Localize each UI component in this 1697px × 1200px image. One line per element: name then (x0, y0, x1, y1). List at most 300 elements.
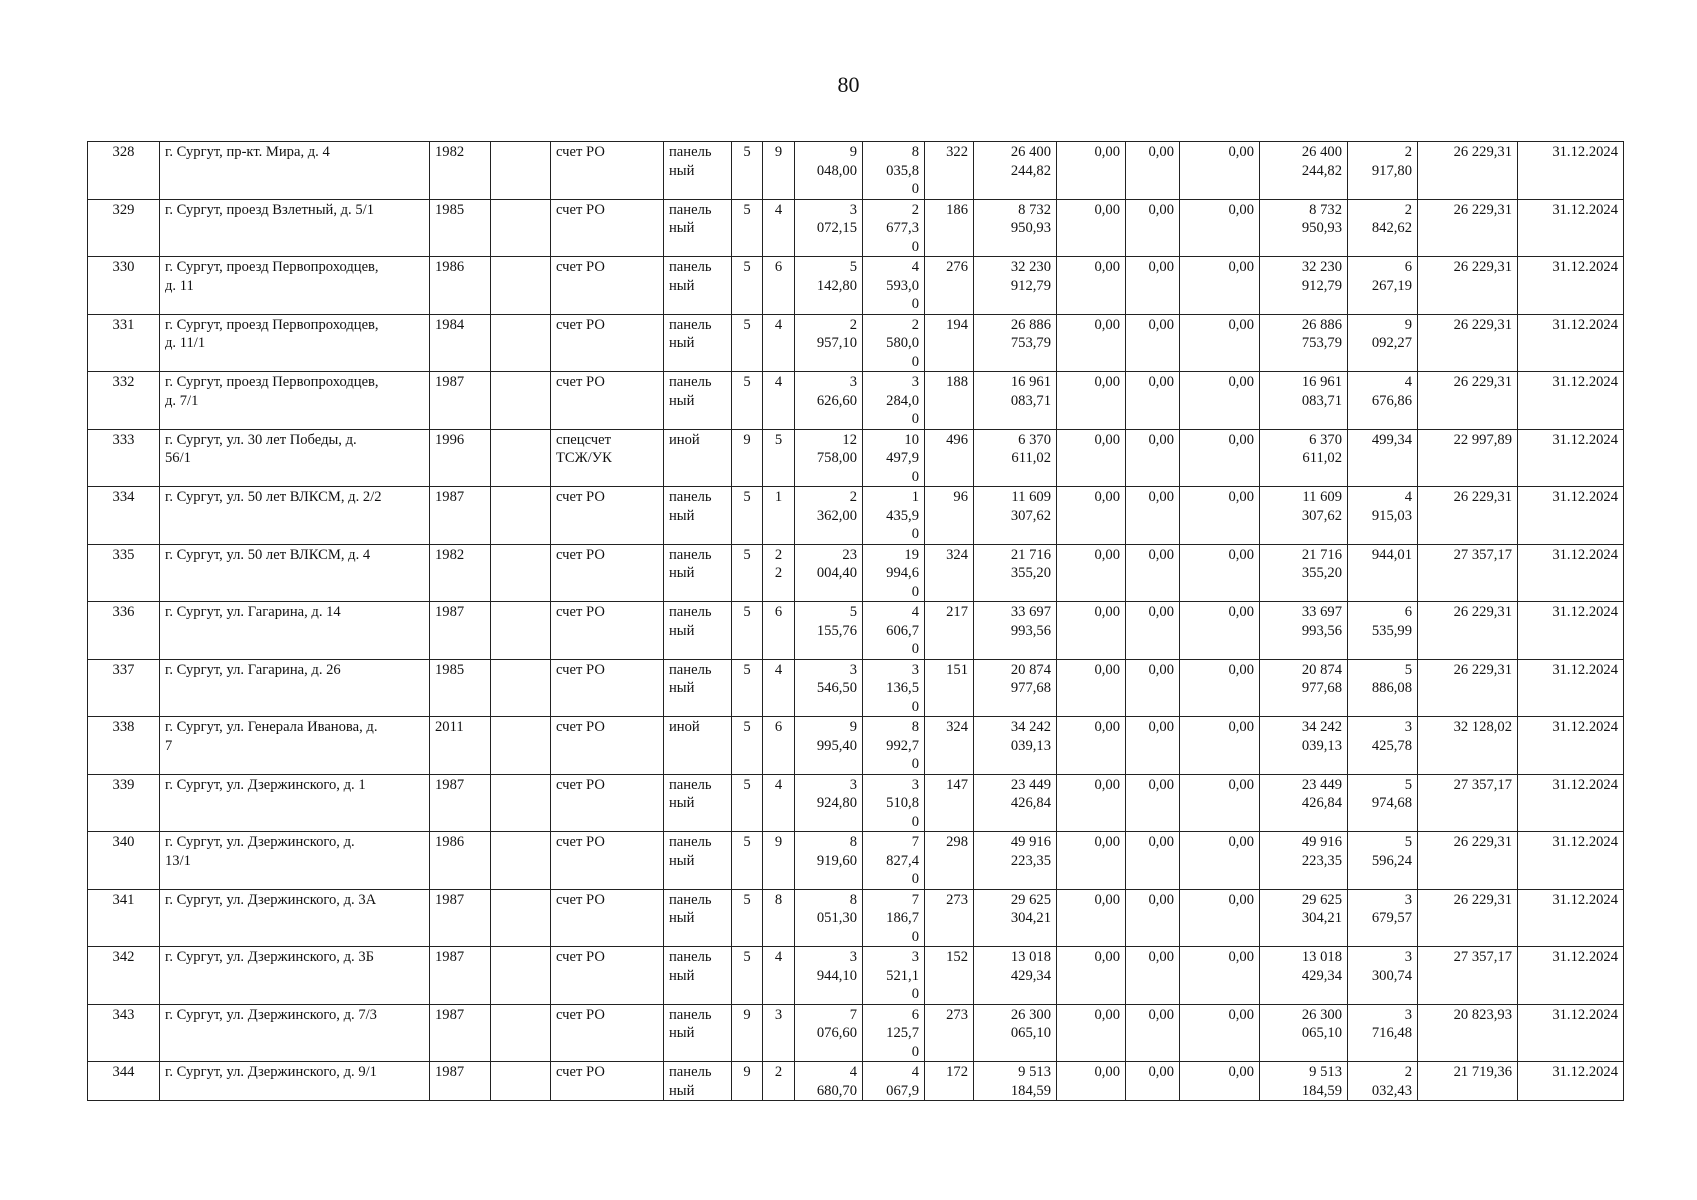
address-cell: г. Сургут, ул. 30 лет Победы, д. 56/1 (160, 429, 430, 487)
table-row (88, 199, 1624, 257)
table-row (88, 429, 1624, 487)
empty-cell (491, 889, 551, 947)
owners-funds-cell: 34 242 039,13 (1260, 717, 1348, 775)
total-area-cell: 3 626,60 (795, 372, 863, 430)
empty-cell (491, 314, 551, 372)
entrances-cell: 4 (763, 372, 795, 430)
fund-account-cell: счет РО (551, 257, 664, 315)
total-cost-cell: 20 874 977,68 (974, 659, 1057, 717)
floors-cell: 9 (732, 429, 763, 487)
fund-account-cell: счет РО (551, 372, 664, 430)
regional-funds-cell: 0,00 (1126, 142, 1180, 200)
unit-cost-cell: 3 716,48 (1348, 1004, 1418, 1062)
local-funds-cell: 0,00 (1180, 544, 1260, 602)
total-cost-cell: 21 716 355,20 (974, 544, 1057, 602)
table-row (88, 602, 1624, 660)
residents-cell: 186 (925, 199, 974, 257)
commissioning-year-cell: 1987 (430, 1004, 491, 1062)
federal-funds-cell: 0,00 (1057, 832, 1126, 890)
local-funds-cell: 0,00 (1180, 602, 1260, 660)
row-number-cell: 330 (88, 257, 160, 315)
table-body (88, 142, 1624, 1101)
federal-funds-cell: 0,00 (1057, 889, 1126, 947)
deadline-cell: 31.12.2024 (1518, 889, 1624, 947)
total-area-cell: 9 995,40 (795, 717, 863, 775)
wall-material-cell: панель ный (664, 372, 732, 430)
entrances-cell: 4 (763, 314, 795, 372)
row-number-cell: 328 (88, 142, 160, 200)
wall-material-cell: иной (664, 429, 732, 487)
table-row (88, 774, 1624, 832)
empty-cell (491, 544, 551, 602)
max-unit-cost-cell: 26 229,31 (1418, 889, 1518, 947)
entrances-cell: 9 (763, 832, 795, 890)
unit-cost-cell: 9 092,27 (1348, 314, 1418, 372)
premises-area-cell: 7 186,7 0 (863, 889, 925, 947)
premises-area-cell: 7 827,4 0 (863, 832, 925, 890)
deadline-cell: 31.12.2024 (1518, 372, 1624, 430)
row-number-cell: 341 (88, 889, 160, 947)
max-unit-cost-cell: 26 229,31 (1418, 372, 1518, 430)
total-area-cell: 3 546,50 (795, 659, 863, 717)
local-funds-cell: 0,00 (1180, 257, 1260, 315)
deadline-cell: 31.12.2024 (1518, 947, 1624, 1005)
total-cost-cell: 33 697 993,56 (974, 602, 1057, 660)
empty-cell (491, 1004, 551, 1062)
federal-funds-cell: 0,00 (1057, 1062, 1126, 1101)
residents-cell: 273 (925, 889, 974, 947)
residents-cell: 152 (925, 947, 974, 1005)
table-row (88, 1062, 1624, 1101)
floors-cell: 5 (732, 142, 763, 200)
entrances-cell: 4 (763, 659, 795, 717)
fund-account-cell: счет РО (551, 1062, 664, 1101)
local-funds-cell: 0,00 (1180, 487, 1260, 545)
owners-funds-cell: 26 886 753,79 (1260, 314, 1348, 372)
floors-cell: 5 (732, 717, 763, 775)
premises-area-cell: 6 125,7 0 (863, 1004, 925, 1062)
floors-cell: 5 (732, 257, 763, 315)
owners-funds-cell: 20 874 977,68 (1260, 659, 1348, 717)
address-cell: г. Сургут, ул. Дзержинского, д. 9/1 (160, 1062, 430, 1101)
fund-account-cell: счет РО (551, 1004, 664, 1062)
residents-cell: 298 (925, 832, 974, 890)
fund-account-cell: счет РО (551, 602, 664, 660)
premises-area-cell: 8 035,8 0 (863, 142, 925, 200)
max-unit-cost-cell: 27 357,17 (1418, 947, 1518, 1005)
deadline-cell: 31.12.2024 (1518, 1004, 1624, 1062)
unit-cost-cell: 2 917,80 (1348, 142, 1418, 200)
local-funds-cell: 0,00 (1180, 1004, 1260, 1062)
row-number-cell: 337 (88, 659, 160, 717)
unit-cost-cell: 2 842,62 (1348, 199, 1418, 257)
residents-cell: 273 (925, 1004, 974, 1062)
fund-account-cell: счет РО (551, 314, 664, 372)
regional-funds-cell: 0,00 (1126, 717, 1180, 775)
owners-funds-cell: 6 370 611,02 (1260, 429, 1348, 487)
wall-material-cell: панель ный (664, 487, 732, 545)
wall-material-cell: панель ный (664, 314, 732, 372)
row-number-cell: 343 (88, 1004, 160, 1062)
fund-account-cell: счет РО (551, 659, 664, 717)
table-row (88, 832, 1624, 890)
table-row (88, 142, 1624, 200)
federal-funds-cell: 0,00 (1057, 947, 1126, 1005)
empty-cell (491, 774, 551, 832)
floors-cell: 5 (732, 774, 763, 832)
total-cost-cell: 8 732 950,93 (974, 199, 1057, 257)
table-row (88, 1004, 1624, 1062)
empty-cell (491, 487, 551, 545)
total-area-cell: 5 155,76 (795, 602, 863, 660)
total-area-cell: 3 944,10 (795, 947, 863, 1005)
residents-cell: 324 (925, 717, 974, 775)
fund-account-cell: счет РО (551, 487, 664, 545)
local-funds-cell: 0,00 (1180, 142, 1260, 200)
table-row (88, 717, 1624, 775)
table-row (88, 314, 1624, 372)
deadline-cell: 31.12.2024 (1518, 544, 1624, 602)
premises-area-cell: 2 677,3 0 (863, 199, 925, 257)
houses-table (87, 141, 1624, 1101)
max-unit-cost-cell: 22 997,89 (1418, 429, 1518, 487)
commissioning-year-cell: 1987 (430, 602, 491, 660)
regional-funds-cell: 0,00 (1126, 429, 1180, 487)
entrances-cell: 5 (763, 429, 795, 487)
owners-funds-cell: 9 513 184,59 (1260, 1062, 1348, 1101)
federal-funds-cell: 0,00 (1057, 602, 1126, 660)
row-number-cell: 342 (88, 947, 160, 1005)
max-unit-cost-cell: 32 128,02 (1418, 717, 1518, 775)
entrances-cell: 9 (763, 142, 795, 200)
deadline-cell: 31.12.2024 (1518, 142, 1624, 200)
owners-funds-cell: 13 018 429,34 (1260, 947, 1348, 1005)
entrances-cell: 4 (763, 199, 795, 257)
wall-material-cell: панель ный (664, 199, 732, 257)
entrances-cell: 6 (763, 602, 795, 660)
premises-area-cell: 19 994,6 0 (863, 544, 925, 602)
deadline-cell: 31.12.2024 (1518, 199, 1624, 257)
max-unit-cost-cell: 20 823,93 (1418, 1004, 1518, 1062)
unit-cost-cell: 2 032,43 (1348, 1062, 1418, 1101)
owners-funds-cell: 26 400 244,82 (1260, 142, 1348, 200)
table-row (88, 659, 1624, 717)
commissioning-year-cell: 1987 (430, 372, 491, 430)
total-area-cell: 23 004,40 (795, 544, 863, 602)
federal-funds-cell: 0,00 (1057, 774, 1126, 832)
address-cell: г. Сургут, ул. Гагарина, д. 26 (160, 659, 430, 717)
entrances-cell: 2 2 (763, 544, 795, 602)
federal-funds-cell: 0,00 (1057, 717, 1126, 775)
table-row (88, 257, 1624, 315)
commissioning-year-cell: 1987 (430, 1062, 491, 1101)
entrances-cell: 6 (763, 717, 795, 775)
premises-area-cell: 3 510,8 0 (863, 774, 925, 832)
max-unit-cost-cell: 26 229,31 (1418, 487, 1518, 545)
total-area-cell: 5 142,80 (795, 257, 863, 315)
residents-cell: 96 (925, 487, 974, 545)
entrances-cell: 1 (763, 487, 795, 545)
owners-funds-cell: 29 625 304,21 (1260, 889, 1348, 947)
empty-cell (491, 717, 551, 775)
max-unit-cost-cell: 26 229,31 (1418, 257, 1518, 315)
fund-account-cell: счет РО (551, 774, 664, 832)
empty-cell (491, 947, 551, 1005)
wall-material-cell: панель ный (664, 544, 732, 602)
unit-cost-cell: 3 679,57 (1348, 889, 1418, 947)
deadline-cell: 31.12.2024 (1518, 429, 1624, 487)
empty-cell (491, 199, 551, 257)
commissioning-year-cell: 1982 (430, 142, 491, 200)
premises-area-cell: 3 136,5 0 (863, 659, 925, 717)
owners-funds-cell: 33 697 993,56 (1260, 602, 1348, 660)
local-funds-cell: 0,00 (1180, 774, 1260, 832)
commissioning-year-cell: 1982 (430, 544, 491, 602)
address-cell: г. Сургут, пр-кт. Мира, д. 4 (160, 142, 430, 200)
address-cell: г. Сургут, ул. Дзержинского, д. 1 (160, 774, 430, 832)
total-area-cell: 2 957,10 (795, 314, 863, 372)
wall-material-cell: панель ный (664, 774, 732, 832)
premises-area-cell: 3 284,0 0 (863, 372, 925, 430)
regional-funds-cell: 0,00 (1126, 947, 1180, 1005)
row-number-cell: 340 (88, 832, 160, 890)
commissioning-year-cell: 1987 (430, 487, 491, 545)
local-funds-cell: 0,00 (1180, 372, 1260, 430)
empty-cell (491, 257, 551, 315)
max-unit-cost-cell: 27 357,17 (1418, 544, 1518, 602)
total-cost-cell: 11 609 307,62 (974, 487, 1057, 545)
unit-cost-cell: 5 886,08 (1348, 659, 1418, 717)
fund-account-cell: счет РО (551, 544, 664, 602)
federal-funds-cell: 0,00 (1057, 659, 1126, 717)
federal-funds-cell: 0,00 (1057, 142, 1126, 200)
unit-cost-cell: 5 596,24 (1348, 832, 1418, 890)
local-funds-cell: 0,00 (1180, 314, 1260, 372)
fund-account-cell: счет РО (551, 717, 664, 775)
premises-area-cell: 8 992,7 0 (863, 717, 925, 775)
row-number-cell: 329 (88, 199, 160, 257)
residents-cell: 151 (925, 659, 974, 717)
commissioning-year-cell: 1986 (430, 257, 491, 315)
local-funds-cell: 0,00 (1180, 429, 1260, 487)
table-row (88, 487, 1624, 545)
floors-cell: 5 (732, 659, 763, 717)
wall-material-cell: панель ный (664, 889, 732, 947)
deadline-cell: 31.12.2024 (1518, 717, 1624, 775)
wall-material-cell: панель ный (664, 1062, 732, 1101)
regional-funds-cell: 0,00 (1126, 314, 1180, 372)
owners-funds-cell: 26 300 065,10 (1260, 1004, 1348, 1062)
unit-cost-cell: 5 974,68 (1348, 774, 1418, 832)
row-number-cell: 332 (88, 372, 160, 430)
total-cost-cell: 13 018 429,34 (974, 947, 1057, 1005)
empty-cell (491, 142, 551, 200)
wall-material-cell: панель ный (664, 257, 732, 315)
row-number-cell: 339 (88, 774, 160, 832)
local-funds-cell: 0,00 (1180, 889, 1260, 947)
unit-cost-cell: 6 535,99 (1348, 602, 1418, 660)
unit-cost-cell: 6 267,19 (1348, 257, 1418, 315)
commissioning-year-cell: 2011 (430, 717, 491, 775)
federal-funds-cell: 0,00 (1057, 257, 1126, 315)
owners-funds-cell: 32 230 912,79 (1260, 257, 1348, 315)
total-cost-cell: 26 300 065,10 (974, 1004, 1057, 1062)
regional-funds-cell: 0,00 (1126, 1004, 1180, 1062)
total-area-cell: 8 051,30 (795, 889, 863, 947)
total-area-cell: 4 680,70 (795, 1062, 863, 1101)
total-area-cell: 3 072,15 (795, 199, 863, 257)
row-number-cell: 334 (88, 487, 160, 545)
floors-cell: 5 (732, 832, 763, 890)
premises-area-cell: 3 521,1 0 (863, 947, 925, 1005)
address-cell: г. Сургут, ул. Дзержинского, д. 3А (160, 889, 430, 947)
fund-account-cell: счет РО (551, 199, 664, 257)
wall-material-cell: панель ный (664, 1004, 732, 1062)
max-unit-cost-cell: 21 719,36 (1418, 1062, 1518, 1101)
empty-cell (491, 602, 551, 660)
total-cost-cell: 9 513 184,59 (974, 1062, 1057, 1101)
local-funds-cell: 0,00 (1180, 199, 1260, 257)
floors-cell: 5 (732, 602, 763, 660)
empty-cell (491, 659, 551, 717)
local-funds-cell: 0,00 (1180, 1062, 1260, 1101)
federal-funds-cell: 0,00 (1057, 372, 1126, 430)
wall-material-cell: иной (664, 717, 732, 775)
fund-account-cell: счет РО (551, 832, 664, 890)
floors-cell: 5 (732, 889, 763, 947)
premises-area-cell: 1 435,9 0 (863, 487, 925, 545)
regional-funds-cell: 0,00 (1126, 659, 1180, 717)
table-row (88, 372, 1624, 430)
commissioning-year-cell: 1985 (430, 659, 491, 717)
commissioning-year-cell: 1987 (430, 947, 491, 1005)
floors-cell: 5 (732, 372, 763, 430)
total-area-cell: 12 758,00 (795, 429, 863, 487)
total-area-cell: 8 919,60 (795, 832, 863, 890)
row-number-cell: 335 (88, 544, 160, 602)
empty-cell (491, 832, 551, 890)
commissioning-year-cell: 1984 (430, 314, 491, 372)
floors-cell: 5 (732, 487, 763, 545)
deadline-cell: 31.12.2024 (1518, 659, 1624, 717)
deadline-cell: 31.12.2024 (1518, 314, 1624, 372)
regional-funds-cell: 0,00 (1126, 544, 1180, 602)
owners-funds-cell: 23 449 426,84 (1260, 774, 1348, 832)
total-area-cell: 7 076,60 (795, 1004, 863, 1062)
federal-funds-cell: 0,00 (1057, 314, 1126, 372)
fund-account-cell: счет РО (551, 889, 664, 947)
table-row (88, 947, 1624, 1005)
floors-cell: 5 (732, 199, 763, 257)
commissioning-year-cell: 1987 (430, 889, 491, 947)
deadline-cell: 31.12.2024 (1518, 774, 1624, 832)
unit-cost-cell: 499,34 (1348, 429, 1418, 487)
residents-cell: 188 (925, 372, 974, 430)
premises-area-cell: 4 593,0 0 (863, 257, 925, 315)
floors-cell: 9 (732, 1004, 763, 1062)
row-number-cell: 336 (88, 602, 160, 660)
address-cell: г. Сургут, проезд Взлетный, д. 5/1 (160, 199, 430, 257)
regional-funds-cell: 0,00 (1126, 487, 1180, 545)
row-number-cell: 338 (88, 717, 160, 775)
residents-cell: 322 (925, 142, 974, 200)
residents-cell: 496 (925, 429, 974, 487)
federal-funds-cell: 0,00 (1057, 544, 1126, 602)
federal-funds-cell: 0,00 (1057, 1004, 1126, 1062)
empty-cell (491, 1062, 551, 1101)
deadline-cell: 31.12.2024 (1518, 832, 1624, 890)
address-cell: г. Сургут, ул. Гагарина, д. 14 (160, 602, 430, 660)
floors-cell: 5 (732, 314, 763, 372)
local-funds-cell: 0,00 (1180, 947, 1260, 1005)
unit-cost-cell: 4 676,86 (1348, 372, 1418, 430)
page-number: 80 (837, 72, 860, 97)
address-cell: г. Сургут, ул. 50 лет ВЛКСМ, д. 2/2 (160, 487, 430, 545)
max-unit-cost-cell: 26 229,31 (1418, 199, 1518, 257)
max-unit-cost-cell: 26 229,31 (1418, 602, 1518, 660)
residents-cell: 276 (925, 257, 974, 315)
total-cost-cell: 6 370 611,02 (974, 429, 1057, 487)
row-number-cell: 331 (88, 314, 160, 372)
floors-cell: 5 (732, 947, 763, 1005)
residents-cell: 217 (925, 602, 974, 660)
total-cost-cell: 16 961 083,71 (974, 372, 1057, 430)
owners-funds-cell: 8 732 950,93 (1260, 199, 1348, 257)
federal-funds-cell: 0,00 (1057, 429, 1126, 487)
max-unit-cost-cell: 26 229,31 (1418, 142, 1518, 200)
row-number-cell: 344 (88, 1062, 160, 1101)
total-area-cell: 3 924,80 (795, 774, 863, 832)
address-cell: г. Сургут, ул. Генерала Иванова, д. 7 (160, 717, 430, 775)
unit-cost-cell: 3 300,74 (1348, 947, 1418, 1005)
premises-area-cell: 4 606,7 0 (863, 602, 925, 660)
address-cell: г. Сургут, ул. 50 лет ВЛКСМ, д. 4 (160, 544, 430, 602)
deadline-cell: 31.12.2024 (1518, 1062, 1624, 1101)
commissioning-year-cell: 1987 (430, 774, 491, 832)
local-funds-cell: 0,00 (1180, 717, 1260, 775)
max-unit-cost-cell: 26 229,31 (1418, 314, 1518, 372)
total-cost-cell: 32 230 912,79 (974, 257, 1057, 315)
residents-cell: 147 (925, 774, 974, 832)
regional-funds-cell: 0,00 (1126, 602, 1180, 660)
commissioning-year-cell: 1985 (430, 199, 491, 257)
address-cell: г. Сургут, ул. Дзержинского, д. 13/1 (160, 832, 430, 890)
federal-funds-cell: 0,00 (1057, 487, 1126, 545)
premises-area-cell: 2 580,0 0 (863, 314, 925, 372)
total-cost-cell: 29 625 304,21 (974, 889, 1057, 947)
fund-account-cell: счет РО (551, 142, 664, 200)
total-cost-cell: 23 449 426,84 (974, 774, 1057, 832)
wall-material-cell: панель ный (664, 832, 732, 890)
unit-cost-cell: 3 425,78 (1348, 717, 1418, 775)
federal-funds-cell: 0,00 (1057, 199, 1126, 257)
address-cell: г. Сургут, проезд Первопроходцев, д. 7/1 (160, 372, 430, 430)
entrances-cell: 3 (763, 1004, 795, 1062)
row-number-cell: 333 (88, 429, 160, 487)
total-cost-cell: 26 400 244,82 (974, 142, 1057, 200)
entrances-cell: 4 (763, 947, 795, 1005)
floors-cell: 5 (732, 544, 763, 602)
residents-cell: 194 (925, 314, 974, 372)
unit-cost-cell: 944,01 (1348, 544, 1418, 602)
owners-funds-cell: 11 609 307,62 (1260, 487, 1348, 545)
max-unit-cost-cell: 27 357,17 (1418, 774, 1518, 832)
entrances-cell: 4 (763, 774, 795, 832)
address-cell: г. Сургут, ул. Дзержинского, д. 3Б (160, 947, 430, 1005)
regional-funds-cell: 0,00 (1126, 1062, 1180, 1101)
unit-cost-cell: 4 915,03 (1348, 487, 1418, 545)
owners-funds-cell: 16 961 083,71 (1260, 372, 1348, 430)
